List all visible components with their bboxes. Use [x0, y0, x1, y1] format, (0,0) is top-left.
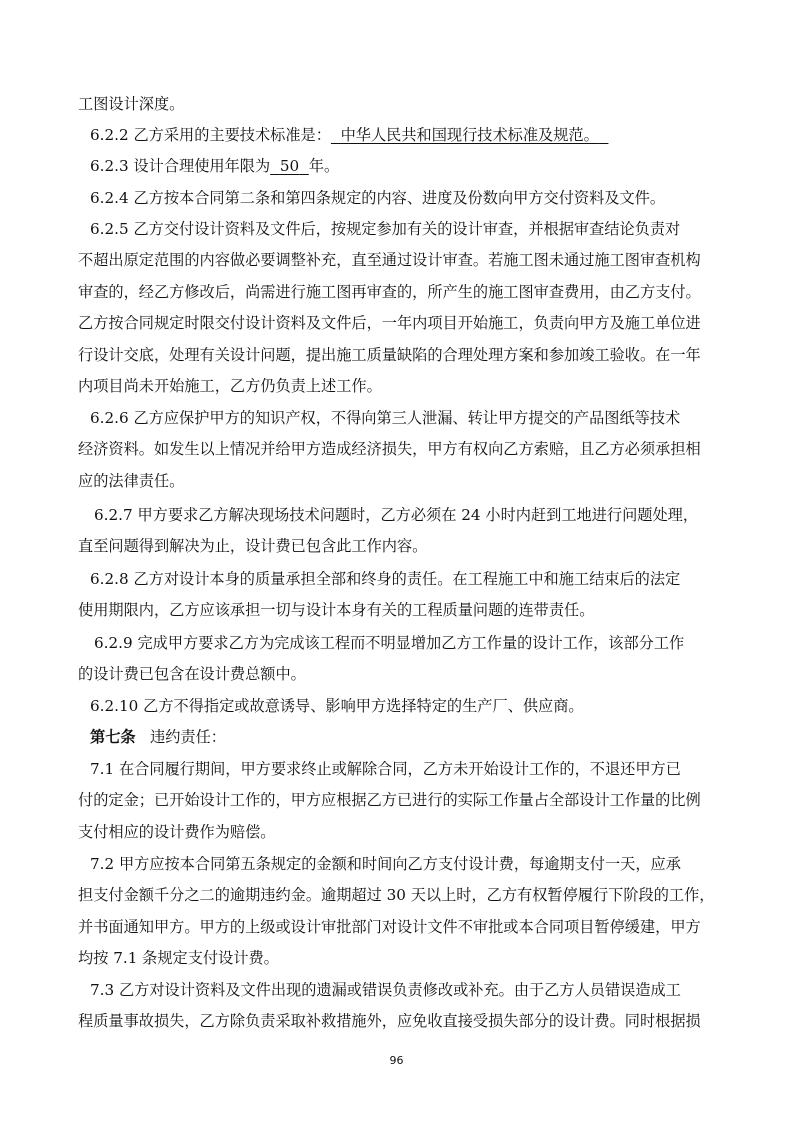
text-line: 担支付金额千分之二的逾期违约金。逾期超过 30 天以上时，乙方有权暂停履行下阶段的工作，	[78, 886, 715, 904]
text-span: 6.2.3 设计合理使用年限为	[90, 157, 271, 175]
text-line: 乙方按合同规定时限交付设计资料及文件后，一年内项目开始施工，负责向甲方及施工单位进	[78, 314, 701, 332]
text-line: 审查的，经乙方修改后，尚需进行施工图再审查的，所产生的施工图审查费用，由乙方支付。	[78, 283, 701, 301]
text-line: 应的法律责任。	[78, 472, 185, 490]
text-line: 行设计交底，处理有关设计问题，提出施工质量缺陷的合理处理方案和参加竣工验收。在一年	[78, 346, 701, 364]
article-title: 违约责任：	[150, 728, 226, 746]
clause-6-2-3	[78, 151, 730, 182]
clause-6-2-4: 6.2.4 乙方按本合同第二条和第四条规定的内容、进度及份数向甲方交付资料及文件。	[90, 189, 666, 207]
page-number: 96	[389, 1054, 404, 1067]
text-line: 工图设计深度。	[78, 95, 185, 113]
clause-6-2-7: 6.2.7 甲方要求乙方解决现场技术问题时，乙方必须在 24 小时内赶到工地进行问题处理，	[94, 506, 699, 524]
text-line: 并书面通知甲方。甲方的上级或设计审批部门对设计文件不审批或本合同项目暂停缓建，甲方	[78, 918, 701, 936]
text-line: 付的定金；已开始设计工作的，甲方应根据乙方已进行的实际工作量占全部设计工作量的比例	[78, 791, 701, 809]
clause-7-1: 7.1 在合同履行期间，甲方要求终止或解除合同，乙方未开始设计工作的，不退还甲方已	[90, 760, 681, 778]
clause-6-2-6: 6.2.6 乙方应保护甲方的知识产权，不得向第三人泄漏、转让甲方提交的产品图纸等技术	[90, 409, 681, 427]
text-span: 6.2.2 乙方采用的主要技术标准是：	[90, 126, 331, 144]
text-line: 支付相应的设计费作为赔偿。	[78, 823, 276, 841]
text-line: 使用期限内，乙方应该承担一切与设计本身有关的工程质量问题的连带责任。	[78, 601, 595, 619]
text-line: 程质量事故损失，乙方除负责采取补救措施外，应免收直接受损失部分的设计费。同时根据损	[78, 1012, 701, 1030]
clause-6-2-10: 6.2.10 乙方不得指定或故意诱导、影响甲方选择特定的生产厂、供应商。	[90, 697, 584, 715]
text-line: 的设计费已包含在设计费总额中。	[78, 665, 306, 683]
text-line: 经济资料。如发生以上情况并给甲方造成经济损失，甲方有权向乙方索赔，且乙方必须承担相	[78, 440, 701, 458]
text-line: 均按 7.1 条规定支付设计费。	[78, 949, 279, 967]
article-7-heading	[78, 722, 730, 753]
underlined-value: 50	[279, 157, 300, 175]
clause-6-2-8: 6.2.8 乙方对设计本身的质量承担全部和终身的责任。在工程施工中和施工结束后的法定	[90, 570, 681, 588]
text-line: 直至问题得到解决为止，设计费已包含此工作内容。	[78, 537, 428, 555]
text-span: 年。	[308, 157, 340, 175]
underlined-value: 中华人民共和国现行技术标准及规范。	[340, 126, 599, 144]
clause-7-2: 7.2 甲方应按本合同第五条规定的金额和时间向乙方支付设计费，每逾期支付一天，应承	[90, 855, 681, 873]
text-line: 不超出原定范围的内容做必要调整补充，直至通过设计审查。若施工图未通过施工图审查机构	[78, 251, 701, 269]
clause-6-2-9: 6.2.9 完成甲方要求乙方为完成该工程而不明显增加乙方工作量的设计工作，该部分工作	[94, 634, 685, 652]
clause-6-2-5: 6.2.5 乙方交付设计资料及文件后，按规定参加有关的设计审查，并根据审查结论负责对	[90, 220, 681, 238]
text-line: 内项目尚未开始施工，乙方仍负责上述工作。	[78, 377, 382, 395]
article-label: 第七条	[90, 728, 136, 746]
clause-7-3: 7.3 乙方对设计资料及文件出现的遗漏或错误负责修改或补充。由于乙方人员错误造成工	[90, 981, 681, 999]
clause-6-2-2	[78, 120, 730, 151]
